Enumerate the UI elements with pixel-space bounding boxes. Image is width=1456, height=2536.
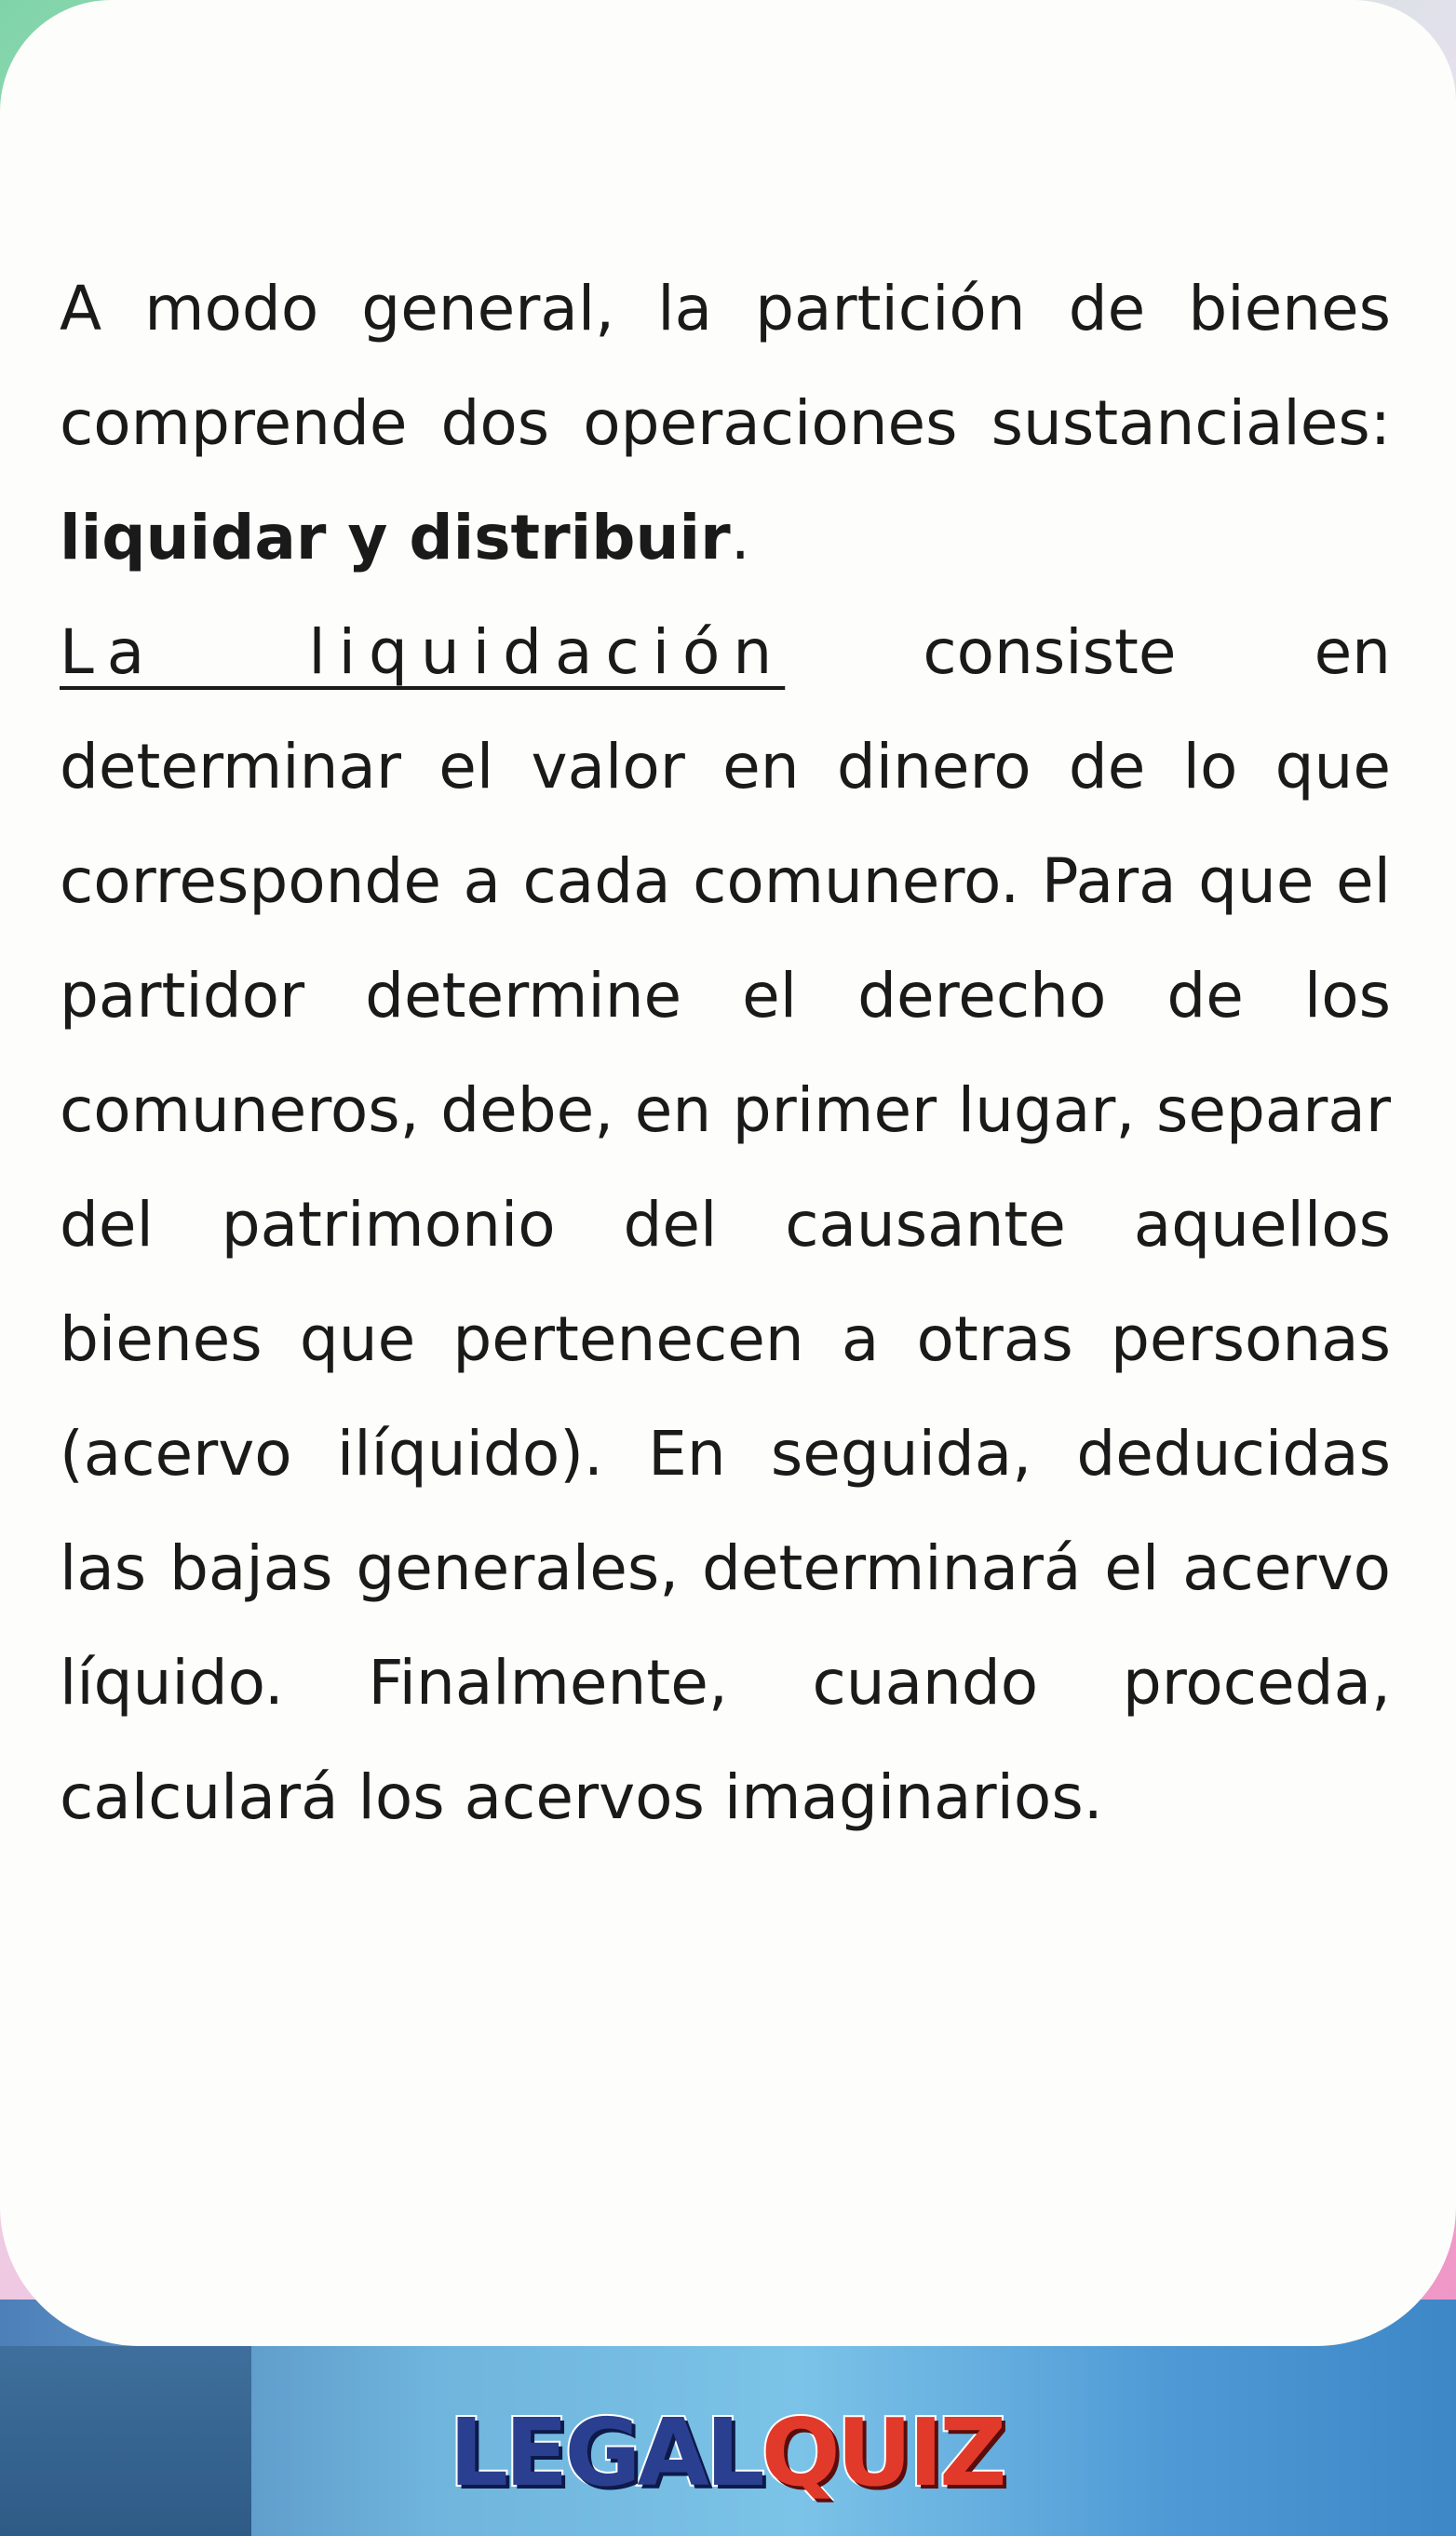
logo-quiz-part: QUIZ <box>761 2398 1004 2507</box>
liquidacion-text: consiste en determinar el valor en dinero de lo que corresponde a cada comunero. Para que el partidor determine el derecho de los comuneros, debe, en primer lugar, separar del patrimonio del causante aquellos bienes que pertenecen a otras personas (acervo ilíquido). En seguida, deducidas las bajas generales, determinará el acervo líquido. Finalmente, cuando proceda, calculará los acervos imaginarios. <box>60 616 1392 1833</box>
intro-text: A modo general, la partición de bienes comprende dos operaciones sustanciales: <box>60 273 1391 459</box>
card-text <box>60 251 1391 1855</box>
background-bottom-left-shade <box>0 2346 251 2536</box>
logo-wordmark <box>449 2398 1004 2507</box>
logo-legal-part: LEGAL <box>449 2398 762 2507</box>
intro-end: . <box>730 502 750 573</box>
legalquiz-logo <box>447 2398 1005 2507</box>
paragraph-intro <box>60 251 1391 595</box>
paragraph-liquidacion <box>60 595 1391 1855</box>
underlined-term: La liquidación <box>60 616 786 688</box>
bold-keywords: liquidar y distribuir <box>60 502 731 573</box>
